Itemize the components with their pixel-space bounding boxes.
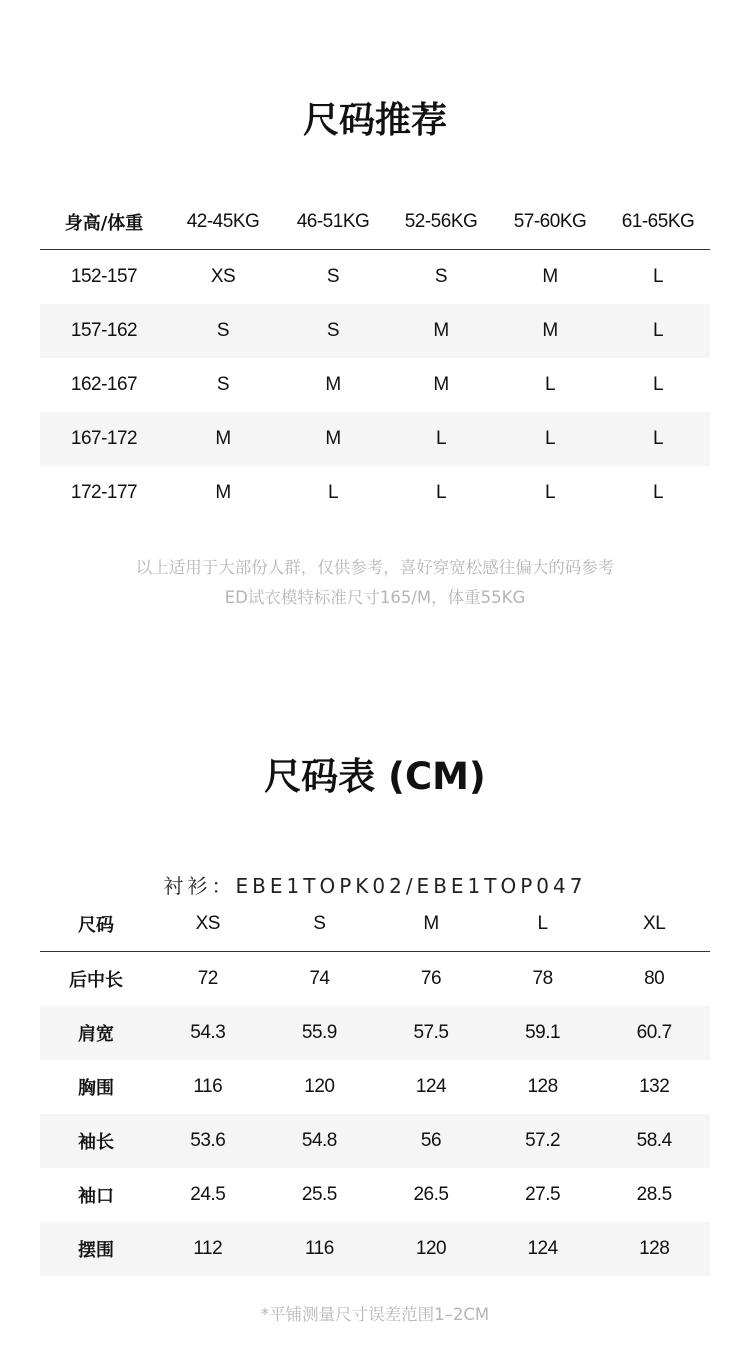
table-row [40, 1222, 710, 1276]
measurement-value: 74 [309, 968, 330, 989]
header-weight-range: 61-65KG [621, 211, 695, 232]
table-row [40, 358, 710, 412]
measurement-value: 24.5 [190, 1184, 226, 1205]
measurement-value: 80 [644, 968, 665, 989]
measurement-value: 54.8 [301, 1130, 337, 1151]
measurement-value: 78 [532, 968, 553, 989]
measurement-value: 124 [527, 1238, 558, 1259]
size-cell: L [652, 482, 664, 503]
measurement-value: 128 [527, 1076, 558, 1097]
measurement-value: 59.1 [525, 1022, 561, 1043]
table-row [40, 412, 710, 466]
size-cell: XS [210, 266, 236, 287]
header-size: XS [195, 913, 220, 934]
size-cell: L [652, 320, 664, 341]
size-cell: L [327, 482, 339, 503]
measurement-value: 25.5 [301, 1184, 337, 1205]
header-size: M [423, 913, 439, 934]
measurement-label: 袖口 [78, 1186, 114, 1207]
size-cell: L [544, 482, 556, 503]
size-cell: L [544, 428, 556, 449]
header-size: L [537, 913, 548, 934]
height-range: 172-177 [70, 482, 138, 503]
measurement-value: 120 [304, 1076, 335, 1097]
size-cell: S [326, 266, 340, 287]
product-code: 衬衫：EBE1TOPK02/EBE1TOP047 [163, 874, 587, 898]
size-cell: S [216, 320, 230, 341]
size-cell: L [435, 428, 447, 449]
size-cell: M [433, 374, 449, 395]
size-cell: L [435, 482, 447, 503]
measurement-value: 28.5 [636, 1184, 672, 1205]
measurement-value: 53.6 [190, 1130, 226, 1151]
measurement-value: 116 [304, 1238, 334, 1259]
measurement-label: 后中长 [69, 970, 123, 991]
table-header-row [40, 897, 710, 952]
table-row [40, 304, 710, 358]
header-weight-range: 57-60KG [513, 211, 587, 232]
measurement-value: 72 [197, 968, 218, 989]
size-cell: M [215, 428, 231, 449]
measurement-value: 124 [415, 1076, 447, 1097]
size-cell: M [433, 320, 449, 341]
table-row [40, 466, 710, 520]
measurement-label: 袖长 [78, 1132, 114, 1153]
size-cell: M [325, 428, 341, 449]
size-chart-title: 尺码表 (CM) [264, 755, 486, 798]
size-cell: M [215, 482, 231, 503]
measurement-label: 胸围 [78, 1078, 114, 1099]
measurement-value: 57.2 [525, 1130, 561, 1151]
size-cell: L [652, 428, 664, 449]
table-row [40, 1114, 710, 1168]
table-row [40, 952, 710, 1006]
table-row [40, 1168, 710, 1222]
size-cell: L [652, 374, 664, 395]
model-size-note: ED试衣模特标准尺寸165/M，体重55KG [224, 588, 526, 607]
measurement-value: 57.5 [413, 1022, 449, 1043]
height-range: 162-167 [70, 374, 138, 395]
measurement-label: 肩宽 [78, 1024, 114, 1045]
height-range: 157-162 [70, 320, 138, 341]
measurement-tolerance-note: *平铺测量尺寸误差范围1–2CM [260, 1305, 490, 1324]
measurement-value: 128 [639, 1238, 670, 1259]
measurement-value: 26.5 [413, 1184, 449, 1205]
table-row [40, 1006, 710, 1060]
header-height-weight: 身高/体重 [64, 213, 144, 234]
measurement-value: 132 [639, 1076, 670, 1097]
header-size-label: 尺码 [78, 915, 114, 936]
table-row [40, 250, 710, 304]
recommendation-note: 以上适用于大部份人群，仅供参考，喜好穿宽松感往偏大的码参考 [135, 558, 615, 577]
measurement-value: 116 [193, 1076, 223, 1097]
height-range: 152-157 [70, 266, 138, 287]
measurement-value: 27.5 [525, 1184, 561, 1205]
size-cell: S [434, 266, 448, 287]
measurement-value: 54.3 [190, 1022, 226, 1043]
table-header-row [40, 195, 710, 250]
header-weight-range: 52-56KG [404, 211, 478, 232]
header-weight-range: 42-45KG [186, 211, 260, 232]
header-weight-range: 46-51KG [296, 211, 370, 232]
size-recommendation-title: 尺码推荐 [302, 100, 447, 141]
measurement-value: 120 [415, 1238, 447, 1259]
height-range: 167-172 [70, 428, 138, 449]
table-row [40, 1060, 710, 1114]
measurement-value: 56 [420, 1130, 442, 1151]
measurement-value: 60.7 [636, 1022, 672, 1043]
measurement-label: 摆围 [78, 1240, 114, 1261]
header-size: XL [643, 913, 666, 934]
size-chart-table [40, 897, 710, 1276]
measurement-value: 55.9 [301, 1022, 337, 1043]
size-cell: L [544, 374, 556, 395]
size-cell: M [325, 374, 341, 395]
header-size: S [313, 913, 326, 934]
measurement-value: 58.4 [636, 1130, 672, 1151]
size-cell: S [326, 320, 340, 341]
size-cell: S [216, 374, 230, 395]
size-recommendation-table [40, 195, 710, 520]
measurement-value: 76 [420, 968, 442, 989]
size-cell: M [542, 320, 558, 341]
size-cell: M [542, 266, 558, 287]
size-cell: L [652, 266, 664, 287]
measurement-value: 112 [193, 1238, 223, 1259]
